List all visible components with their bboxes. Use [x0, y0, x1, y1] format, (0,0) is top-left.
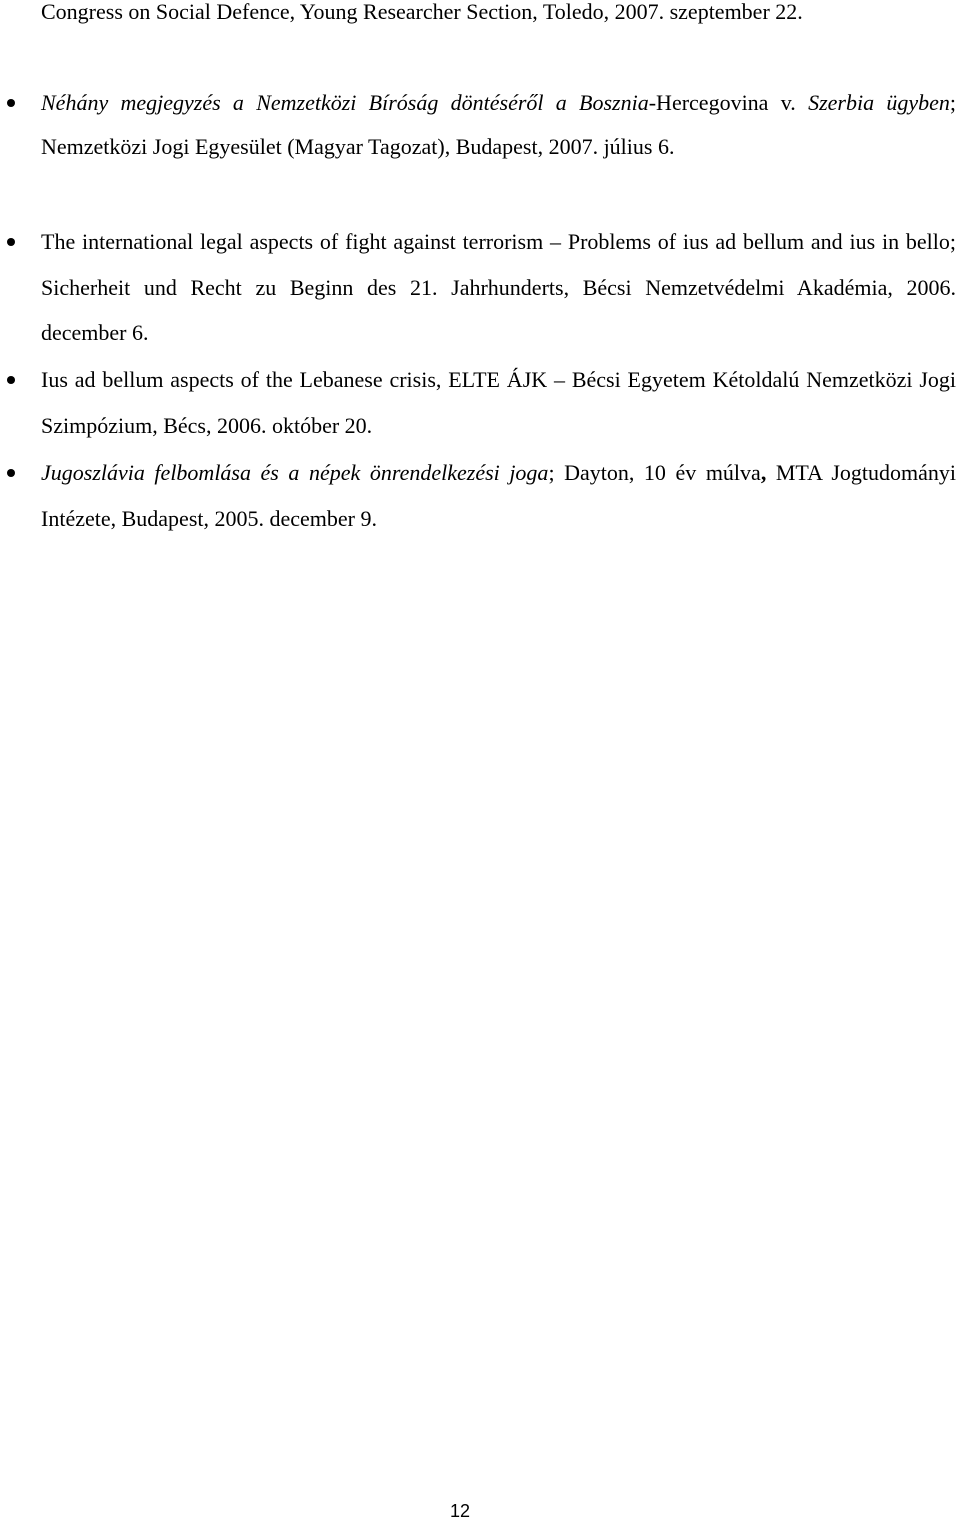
list-item	[41, 219, 956, 356]
list-item-title: Jugoszlávia felbomlása és a népek önrendelkezési joga	[41, 460, 549, 485]
list-item-title-cont: Szerbia ügyben	[808, 90, 950, 115]
list-item-details: ; Nemzetközi Jogi Egyesület (Magyar Tagozat), Budapest, 2007. július 6.	[41, 90, 957, 159]
list-item-venue: ; Dayton, 10 év múlva	[548, 460, 761, 485]
list-item	[41, 81, 956, 169]
list-item-text: The international legal aspects of fight against terrorism – Problems of ius ad bellum and ius in bello; Sicherheit und Recht zu Beginn des 21. Jahrhunderts, Bécsi Nemzetvédelmi Akadémia, 2006. december 6.	[41, 229, 956, 345]
list-item	[41, 357, 956, 448]
list-item-bold-comma: ,	[760, 460, 767, 485]
list-item-title: Néhány megjegyzés a Nemzetközi Bíróság döntéséről a Bosznia	[41, 90, 649, 115]
list-item	[41, 450, 956, 541]
bullet-icon	[7, 238, 15, 246]
page-number: 12	[449, 1501, 471, 1521]
list-item-text: Ius ad bellum aspects of the Lebanese crisis, ELTE ÁJK – Bécsi Egyetem Kétoldalú Nemzetközi Jogi Szimpózium, Bécs, 2006. október 20.	[41, 367, 956, 438]
bullet-icon	[7, 99, 15, 107]
list-item-text: Congress on Social Defence, Young Researcher Section, Toledo, 2007. szeptember 22.	[41, 0, 803, 24]
bullet-icon	[7, 376, 15, 384]
bullet-icon	[7, 469, 15, 477]
list-item-details: MTA Jogtudományi Intézete, Budapest, 2005. december 9.	[41, 460, 957, 531]
list-item-continued	[41, 0, 956, 33]
list-item-title-plain: -Hercegovina v.	[648, 90, 809, 115]
